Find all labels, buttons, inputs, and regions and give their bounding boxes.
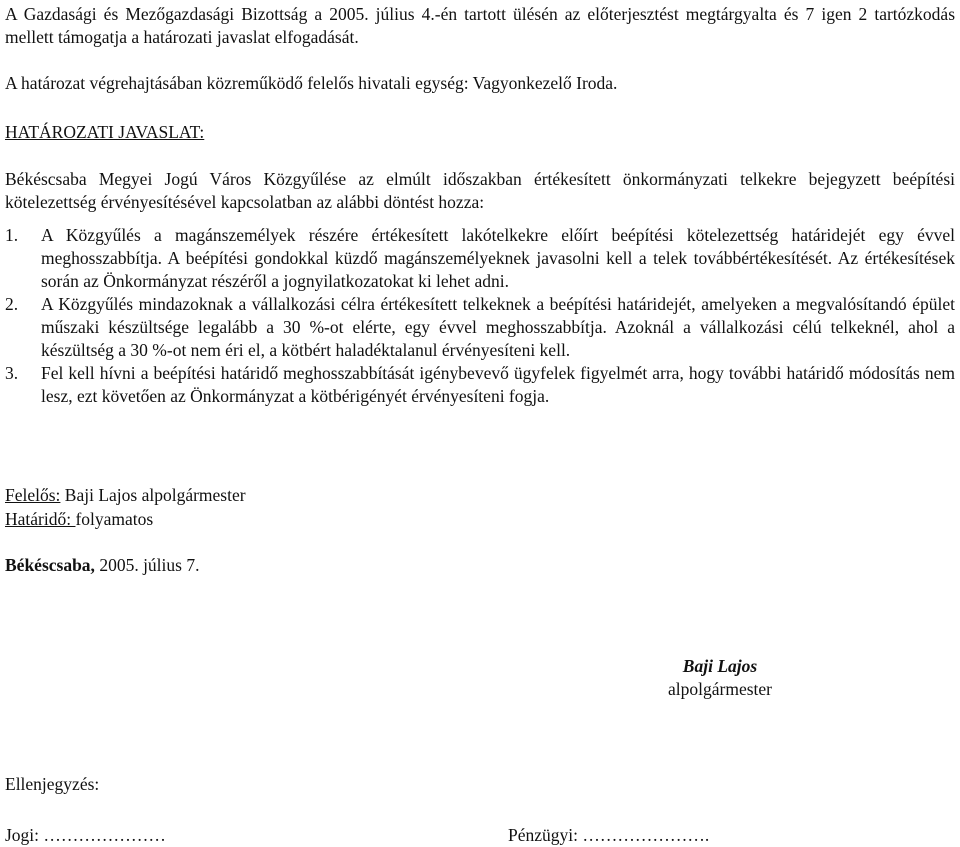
preamble-paragraph: Békéscsaba Megyei Jogú Város Közgyűlése az elmúlt időszakban értékesített önkormányzati telkekre bejegyzett beépítési kötelezettség érvényesítésével kapcsolatban az alábbi döntést hozza: [5,169,955,212]
signatory-title: alpolgármester [668,679,772,699]
signatory-name: Baji Lajos [682,656,758,676]
place-date: 2005. július 7. [94,555,200,575]
item-text: A Közgyűlés mindazoknak a vállalkozási célra értékesített telkeknek a beépítési határidejét, amelyeken a megvalósítandó épület műszaki készültsége legalább a 30 %-ot elérte, egy évvel meghosszabbítja. Azoknál a vállalkozási célú telkeknél, ahol a készültség a 30 %-ot nem éri el, a kötbért haladéktalanul érvényesíteni kell. [41,294,955,360]
financial-countersign-line: Pénzügyi: …………………. [508,825,710,845]
item-text: Fel kell hívni a beépítési határidő meghosszabbítását igénybevevő ügyfelek figyelmét arra, hogy további határidő módosítás nem lesz, ezt követően az Önkormányzat a kötbérigényét érvényesíteni fogja. [41,363,955,406]
list-item [5,293,955,362]
responsible-line [5,484,246,507]
responsible-value: Baji Lajos alpolgármester [60,485,246,505]
committee-intro-paragraph: A Gazdasági és Mezőgazdasági Bizottság a 2005. július 4.-én tartott ülésén az előterjesztést megtárgyalta és 7 igen 2 tartózkodás mellett támogatja a határozati javaslat elfogadását. [5,4,955,47]
responsible-label: Felelős: [5,485,61,505]
legal-countersign-line: Jogi: ………………… [5,825,166,845]
item-number: 3. [5,363,19,383]
resolution-items-list [5,224,955,408]
place-city: Békéscsaba, [5,555,95,575]
item-text: A Közgyűlés a magánszemélyek részére értékesített lakótelkekre előírt beépítési kötelezettség határidejét egy évvel meghosszabbítja. A beépítési gondokkal küzdő magánszemélyeknek javasolni kell a telek továbbértékesítését. Az értékesítések során az Önkormányzat részéről a jognyilatkozatokat ki lehet adni. [41,225,955,291]
item-number: 1. [5,225,19,245]
deadline-value: folyamatos [75,509,154,529]
item-number: 2. [5,294,19,314]
deadline-line [5,508,153,531]
deadline-label: Határidő: [5,509,76,529]
execution-unit-paragraph: A határozat végrehajtásában közreműködő felelős hivatali egység: Vagyonkezelő Iroda. [5,73,618,93]
signature-block [650,655,790,701]
resolution-heading: HATÁROZATI JAVASLAT: [5,122,205,142]
place-date-line [5,554,199,577]
list-item [5,224,955,293]
list-item [5,362,955,408]
countersign-label: Ellenjegyzés: [5,774,100,794]
